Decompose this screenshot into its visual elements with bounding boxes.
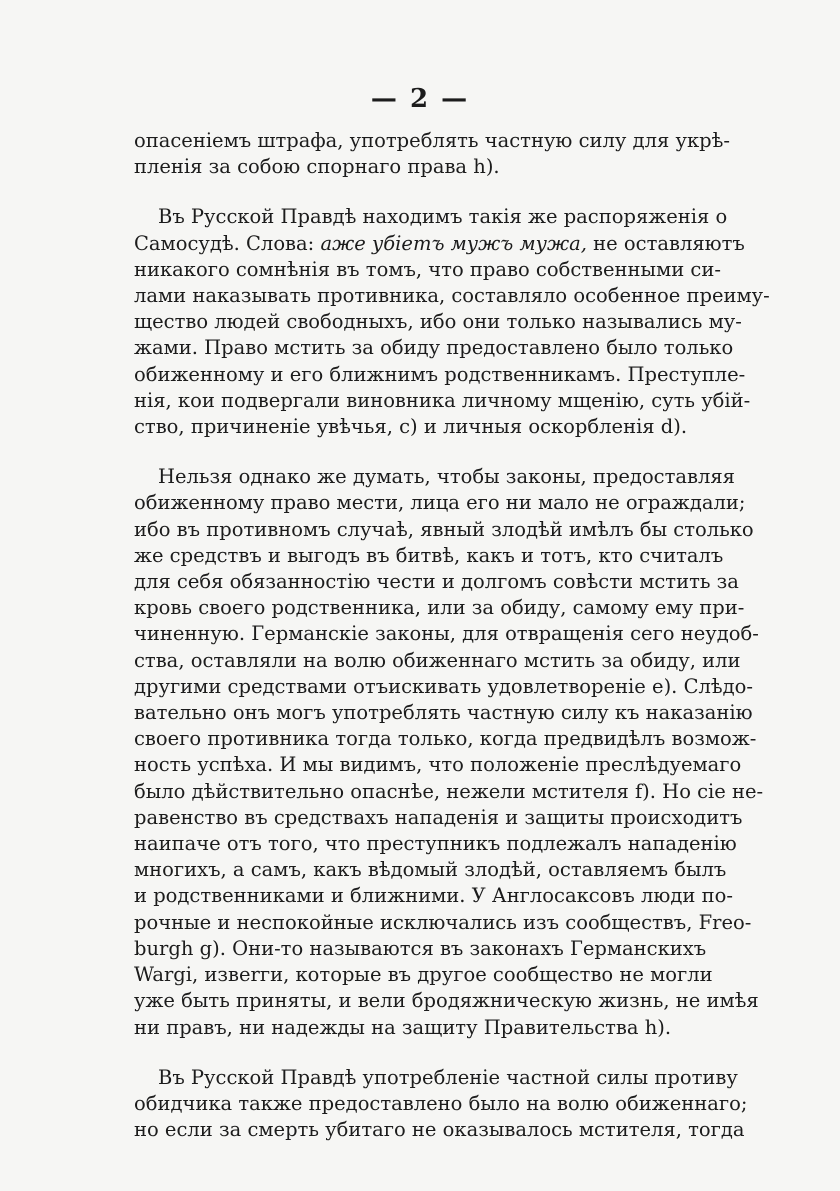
text-line: опасеніемъ штрафа, употреблять частную силу для укрѣ- bbox=[134, 129, 730, 152]
text-line-with-quote bbox=[134, 231, 745, 257]
text-line: рочные и неспокойные исключались изъ сообществъ, Freo- bbox=[134, 910, 752, 934]
text-line: уже быть приняты, и вели бродяжническую жизнь, не имѣя bbox=[134, 989, 759, 1013]
paragraph-4 bbox=[134, 1065, 748, 1144]
text-line: и родственниками и ближними. У Англосаксовъ люди по- bbox=[134, 884, 733, 908]
text-line: кровь своего родственника, или за обиду, самому ему при- bbox=[134, 596, 745, 620]
text-line: ибо въ противномъ случаѣ, явный злодѣй имѣлъ бы столько bbox=[134, 517, 754, 541]
text-line: но если за смерть убитаго не оказывалось мстителя, тогда bbox=[134, 1118, 745, 1142]
quoted-text: аже убіетъ мужъ мужа, bbox=[320, 231, 587, 255]
text-line: лами наказывать противника, составляло особенное преиму- bbox=[134, 284, 770, 308]
text-line: Въ Русской Правдѣ находимъ такія же распоряженія о bbox=[158, 205, 728, 229]
text-line: никакого сомнѣнія въ томъ, что право собственными си- bbox=[134, 257, 721, 281]
text-line: многихъ, а самъ, какъ вѣдомый злодѣй, оставляемъ былъ bbox=[134, 858, 727, 882]
text-line: чиненную. Германскіе законы, для отвращенія сего неудоб- bbox=[134, 622, 759, 646]
body-text bbox=[134, 128, 770, 1167]
text-segment: не оставляютъ bbox=[586, 231, 745, 255]
text-line: Нельзя однако же думать, чтобы законы, предоставляя bbox=[158, 465, 735, 489]
text-line: другими средствами отъискивать удовлетвореніе е). Слѣдо- bbox=[134, 674, 753, 698]
text-line: обиженному и его ближнимъ родственникамъ. Преступле- bbox=[134, 362, 746, 386]
text-line: своего противника тогда только, когда предвидѣлъ возмож- bbox=[134, 727, 757, 751]
text-line: вательно онъ могъ употреблять частную силу къ наказанію bbox=[134, 701, 753, 725]
text-line: Wargi, извerги, которые въ другое сообщество не могли bbox=[134, 963, 713, 987]
text-line: для себя обязанностію чести и долгомъ совѣсти мстить за bbox=[134, 570, 739, 594]
text-line: ства, оставляли на волю обиженнаго мстить за обиду, или bbox=[134, 648, 741, 672]
paragraph-1 bbox=[134, 128, 730, 180]
text-line: Въ Русской Правдѣ употребленіе частной силы противу bbox=[158, 1065, 738, 1089]
text-line: жами. Право мстить за обиду предоставлено было только bbox=[134, 336, 734, 360]
text-line: обиженному право мести, лица его ни мало не ограждали; bbox=[134, 491, 746, 515]
text-line: burgh g). Они-то называются въ законахъ Германскихъ bbox=[134, 936, 707, 960]
text-line: было дѣйствительно опаснѣе, нежели мстителя f). Но сіе не- bbox=[134, 779, 764, 803]
text-line: ни правъ, ни надежды на защиту Правительства h). bbox=[134, 1015, 672, 1039]
paragraph-2 bbox=[134, 204, 770, 440]
text-line: щество людей свободныхъ, ибо они только назывались му- bbox=[134, 310, 742, 334]
paragraph-3 bbox=[134, 464, 764, 1040]
page-number: — 2 — bbox=[370, 84, 470, 114]
text-line: обидчика также предоставлено было на волю обиженнаго; bbox=[134, 1091, 748, 1115]
text-line: нія, кои подвергали виновника личному мщенію, суть убій- bbox=[134, 388, 751, 412]
text-line: равенство въ средствахъ нападенія и защиты происходитъ bbox=[134, 805, 743, 829]
text-line: пленія за собою спорнаго права h). bbox=[134, 155, 500, 179]
text-line: же средствъ и выгодъ въ битвѣ, какъ и тотъ, кто считалъ bbox=[134, 543, 724, 567]
text-line: ство, причиненіе увѣчья, с) и личныя оскорбленія d). bbox=[134, 415, 688, 439]
text-line: наипаче отъ того, что преступникъ подлежалъ нападенію bbox=[134, 832, 737, 856]
text-segment: Самосудѣ. Слова: bbox=[134, 231, 321, 255]
text-line: ность успѣха. И мы видимъ, что положеніе преслѣдуемаго bbox=[134, 753, 742, 777]
